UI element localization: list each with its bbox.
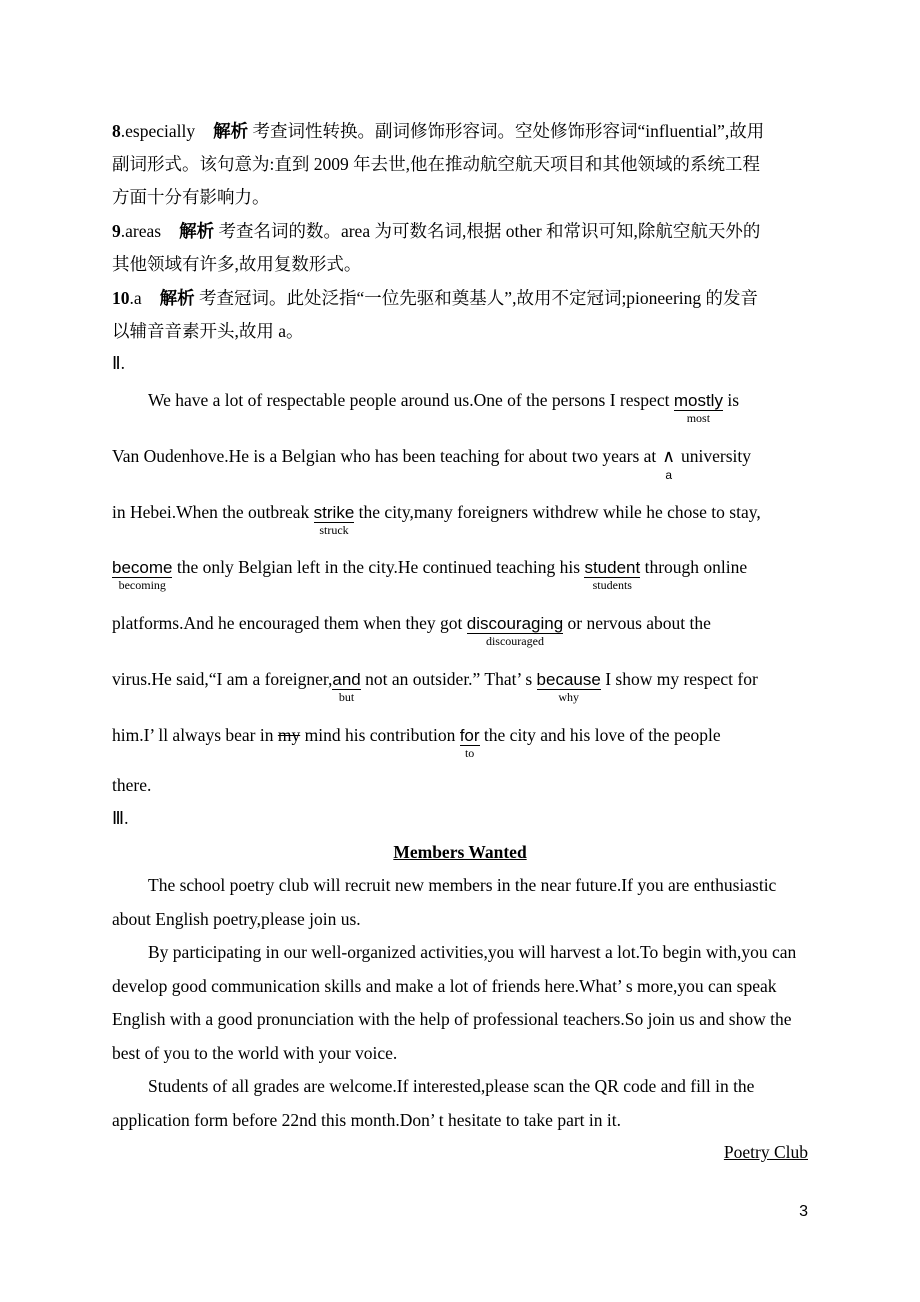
explanation-line — [112, 251, 361, 276]
correction-text: becoming — [118, 578, 166, 592]
passage-text: there. — [112, 775, 152, 795]
explanation-line — [112, 184, 270, 209]
explanation-text: 考查词性转换。副词修饰形容词。空处修饰形容词“influential”,故用 — [252, 121, 765, 141]
signature: Poetry Club — [723, 1142, 808, 1162]
passage-text: through online — [640, 557, 748, 577]
passage-text: I show my respect for — [600, 669, 758, 689]
essay-paragraph: By participating in our well-organized activities,you will harvest a lot.To begin with,you can develop good communication skills and make a lot of friends here.What’ s more,you can speak English with a good pronunciation with the help of professional teachers.So join us and show the best of you to the world with your voice. — [112, 942, 797, 1063]
section-3-heading: Ⅲ. — [112, 808, 129, 828]
item-answer: .especially — [120, 121, 196, 141]
item-number: 9 — [112, 221, 121, 241]
marked-error: for to — [459, 726, 480, 760]
correction-text: to — [464, 746, 475, 760]
passage-line — [112, 725, 721, 760]
correction-text: discouraged — [485, 634, 544, 648]
explanation-line — [112, 218, 760, 243]
explanation-line — [112, 318, 304, 343]
correction-text: but — [338, 690, 355, 704]
marked-error: mostly most — [673, 391, 723, 425]
passage-line — [148, 390, 740, 425]
passage-line — [112, 775, 151, 796]
correction-text: why — [558, 690, 580, 704]
passage-line — [112, 502, 761, 537]
marked-error: discouraging discouraged — [466, 614, 564, 648]
essay-paragraph: Students of all grades are welcome.If interested,please scan the QR code and fill in the application form before 22nd this month.Don’ t hesitate to take part in it. — [112, 1076, 755, 1130]
passage-text: mind his contribution — [300, 725, 460, 745]
essay-title: Members Wanted — [393, 842, 527, 862]
explanation-line — [112, 285, 758, 310]
explanation-line — [112, 151, 760, 176]
passage-text: platforms.And he encouraged them when they got — [112, 613, 467, 633]
marked-error: strike struck — [313, 503, 355, 537]
item-answer: .a — [129, 288, 142, 308]
passage-text: in Hebei.When the outbreak — [112, 502, 314, 522]
passage-text: or nervous about the — [563, 613, 711, 633]
passage-text: the city and his love of the people — [479, 725, 721, 745]
passage-line — [112, 669, 758, 704]
marked-error: because why — [536, 670, 601, 704]
explanation-text: 方面十分有影响力。 — [112, 187, 270, 207]
essay-body — [112, 869, 802, 1137]
explanation-line — [112, 118, 764, 143]
passage-text: We have a lot of respectable people around us.One of the persons I respect — [148, 390, 674, 410]
explanation-text: 考查名词的数。area 为可数名词,根据 other 和常识可知,除航空航天外的 — [218, 221, 761, 241]
correction-text: students — [592, 578, 632, 592]
explanation-text: 副词形式。该句意为:直到 2009 年去世,他在推动航空航天项目和其他领域的系统工程 — [112, 154, 760, 174]
marked-error: student students — [584, 558, 641, 592]
passage-line — [112, 613, 711, 648]
passage-text: the only Belgian left in the city.He continued teaching his — [172, 557, 585, 577]
marked-error: and but — [332, 670, 361, 704]
passage-text: university — [676, 446, 752, 466]
correction-text: a — [665, 468, 672, 482]
passage-text: him.I’ ll always bear in — [112, 725, 278, 745]
passage-line — [112, 446, 752, 482]
deleted-word: my — [277, 725, 301, 745]
passage-text: Van Oudenhove.He is a Belgian who has been teaching for about two years at — [112, 446, 661, 466]
passage-line — [112, 557, 748, 592]
insertion-caret-icon: ∧ a — [662, 446, 676, 482]
passage-text: not an outsider.” That’ s — [360, 669, 537, 689]
marked-error: become becoming — [112, 558, 173, 592]
passage-text: is — [722, 390, 740, 410]
item-answer: .areas — [120, 221, 162, 241]
correction-text: struck — [319, 523, 349, 537]
essay-paragraph: The school poetry club will recruit new members in the near future.If you are enthusiastic about English poetry,please join us. — [112, 875, 777, 929]
item-number: 10 — [112, 288, 130, 308]
passage-text: the city,many foreigners withdrew while he chose to stay, — [354, 502, 761, 522]
explanation-label: 解析 — [159, 288, 195, 308]
explanation-text: 以辅音音素开头,故用 a。 — [112, 321, 304, 341]
explanation-text: 其他领域有许多,故用复数形式。 — [112, 254, 362, 274]
page-number: 3 — [799, 1203, 808, 1220]
correction-text: most — [686, 411, 711, 425]
item-number: 8 — [112, 121, 121, 141]
explanation-label: 解析 — [213, 121, 249, 141]
passage-text: virus.He said,“I am a foreigner, — [112, 669, 333, 689]
explanation-label: 解析 — [179, 221, 215, 241]
section-2-heading: Ⅱ. — [112, 353, 125, 373]
explanation-text: 考查冠词。此处泛指“一位先驱和奠基人”,故用不定冠词;pioneering 的发音 — [199, 288, 759, 308]
